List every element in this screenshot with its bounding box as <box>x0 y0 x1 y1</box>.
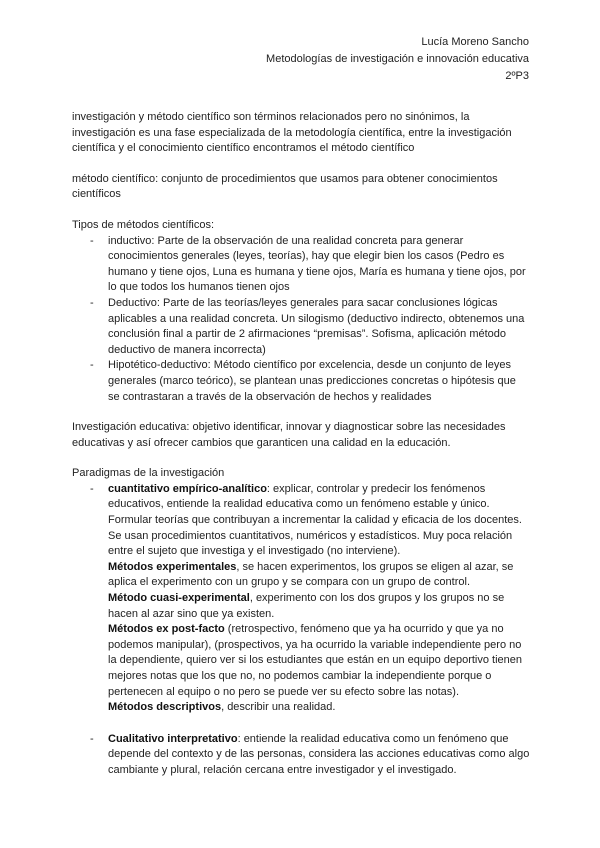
dash-bullet: - <box>90 359 94 372</box>
dash-bullet: - <box>90 296 94 309</box>
experimentales-text: , se hacen experimentos, los grupos se eligen al azar, se aplica el experimento con un grupo y se compara con un grupo de control. <box>108 560 514 589</box>
investigacion-educativa-paragraph: Investigación educativa: objetivo identificar, innovar y diagnosticar sobre las necesidades educativas y así ofrecer cambios que garanticen una calidad en la educación. <box>72 421 506 449</box>
cuantitativo-label: cuantitativo empírico-analítico <box>108 482 267 495</box>
cualitativo-text: : entiende la realidad educativa como un fenómeno que depende del contexto y de las personas, considera las acciones educativas como algo cambiante y plural, relación cercana entre investigador y el investigado. <box>108 732 530 776</box>
dash-bullet: - <box>90 234 94 247</box>
expost-text: (retrospectivo, fenómeno que ya ha ocurrido y que ya no podemos manipular), (prospectivos, ya ha ocurrido la variable independiente pero no la dependiente, quiero ver si los estudiantes que están en un equipo deportivo tienen mejores notas que los que no, no podemos cambiar la independiente porque o pertenecen al equipo o no pero se puede ver su efecto sobre las notas). <box>108 623 523 698</box>
metodos-ex-post-facto <box>108 622 530 700</box>
group-code: 2ºP3 <box>505 70 529 82</box>
list-item <box>72 296 530 358</box>
intro-paragraph: investigación y método científico son términos relacionados pero no sinónimos, la investigación es una fase especializada de la metodología científica, entre la investigación científica y el conocimiento científico encontramos el método científico <box>72 111 512 155</box>
tipos-list <box>72 234 530 406</box>
metodos-descriptivos <box>108 700 530 716</box>
paradigmas-list <box>72 482 530 779</box>
course-name: Metodologías de investigación e innovación educativa <box>266 53 529 65</box>
paradigma-cuantitativo <box>108 482 530 716</box>
author-name: Lucía Moreno Sancho <box>421 36 529 48</box>
expost-label: Métodos ex post-facto <box>108 623 225 636</box>
tipos-title: Tipos de métodos científicos: <box>72 218 215 231</box>
cuasi-label: Método cuasi-experimental <box>108 592 250 605</box>
descriptivos-text: , describir una realidad. <box>221 701 336 714</box>
descriptivos-label: Métodos descriptivos <box>108 701 222 714</box>
experimentales-label: Métodos experimentales <box>108 560 237 573</box>
metodo-cuasi-experimental <box>108 591 530 622</box>
metodos-experimentales <box>108 560 530 591</box>
definition-paragraph: método científico: conjunto de procedimientos que usamos para obtener conocimientos científicos <box>72 172 498 201</box>
cuasi-text: , experimento con los dos grupos y los grupos no se hacen al azar sino que ya existen. <box>108 592 505 620</box>
cualitativo-label: Cualitativo interpretativo <box>108 732 238 745</box>
list-item <box>72 732 530 779</box>
tipo-inductivo: inductivo: Parte de la observación de una realidad concreta para generar conocimientos generales (leyes, teorías), hay que elegir bien los casos (Pedro es humano y tiene ojos, Luna es humana y tiene ojos, María es humana y tiene ojos, por lo que todos los humanos tienen ojos <box>108 234 526 294</box>
tipo-hipotetico: Hipotético-deductivo: Método científico por excelencia, desde un conjunto de leyes generales (marco teórico), se plantean unas predicciones concretas o hipótesis que se contrastaran a través de la observación de hechos y realidades <box>108 359 516 403</box>
dash-bullet: - <box>90 732 94 745</box>
document-body <box>72 110 530 779</box>
paradigmas-title: Paradigmas de la investigación <box>72 467 225 480</box>
list-item <box>72 482 530 716</box>
paradigma-cualitativo <box>108 732 530 779</box>
list-item <box>72 234 530 296</box>
tipo-deductivo: Deductivo: Parte de las teorías/leyes generales para sacar conclusiones lógicas aplicables a una realidad concreta. Un silogismo (deductivo indirecto, obtenemos una conclusión final a partir de 2 afirmaciones “premisas”. Sofisma, aplicación método deductivo de manera incorrecta) <box>108 296 525 356</box>
list-item <box>72 358 530 405</box>
document-header <box>266 34 529 85</box>
dash-bullet: - <box>90 482 94 495</box>
cuantitativo-text: : explicar, controlar y predecir los fenómenos educativos, entiende la realidad educativa como un fenómeno estable y único. Formular teorías que contribuyan a incrementar la calidad y eficacia de los docentes. Se usan procedimientos cuantitativos, numéricos y estadísticos. Muy poca relación entre el sujeto que investiga y el investigado (no interviene). <box>108 482 522 558</box>
